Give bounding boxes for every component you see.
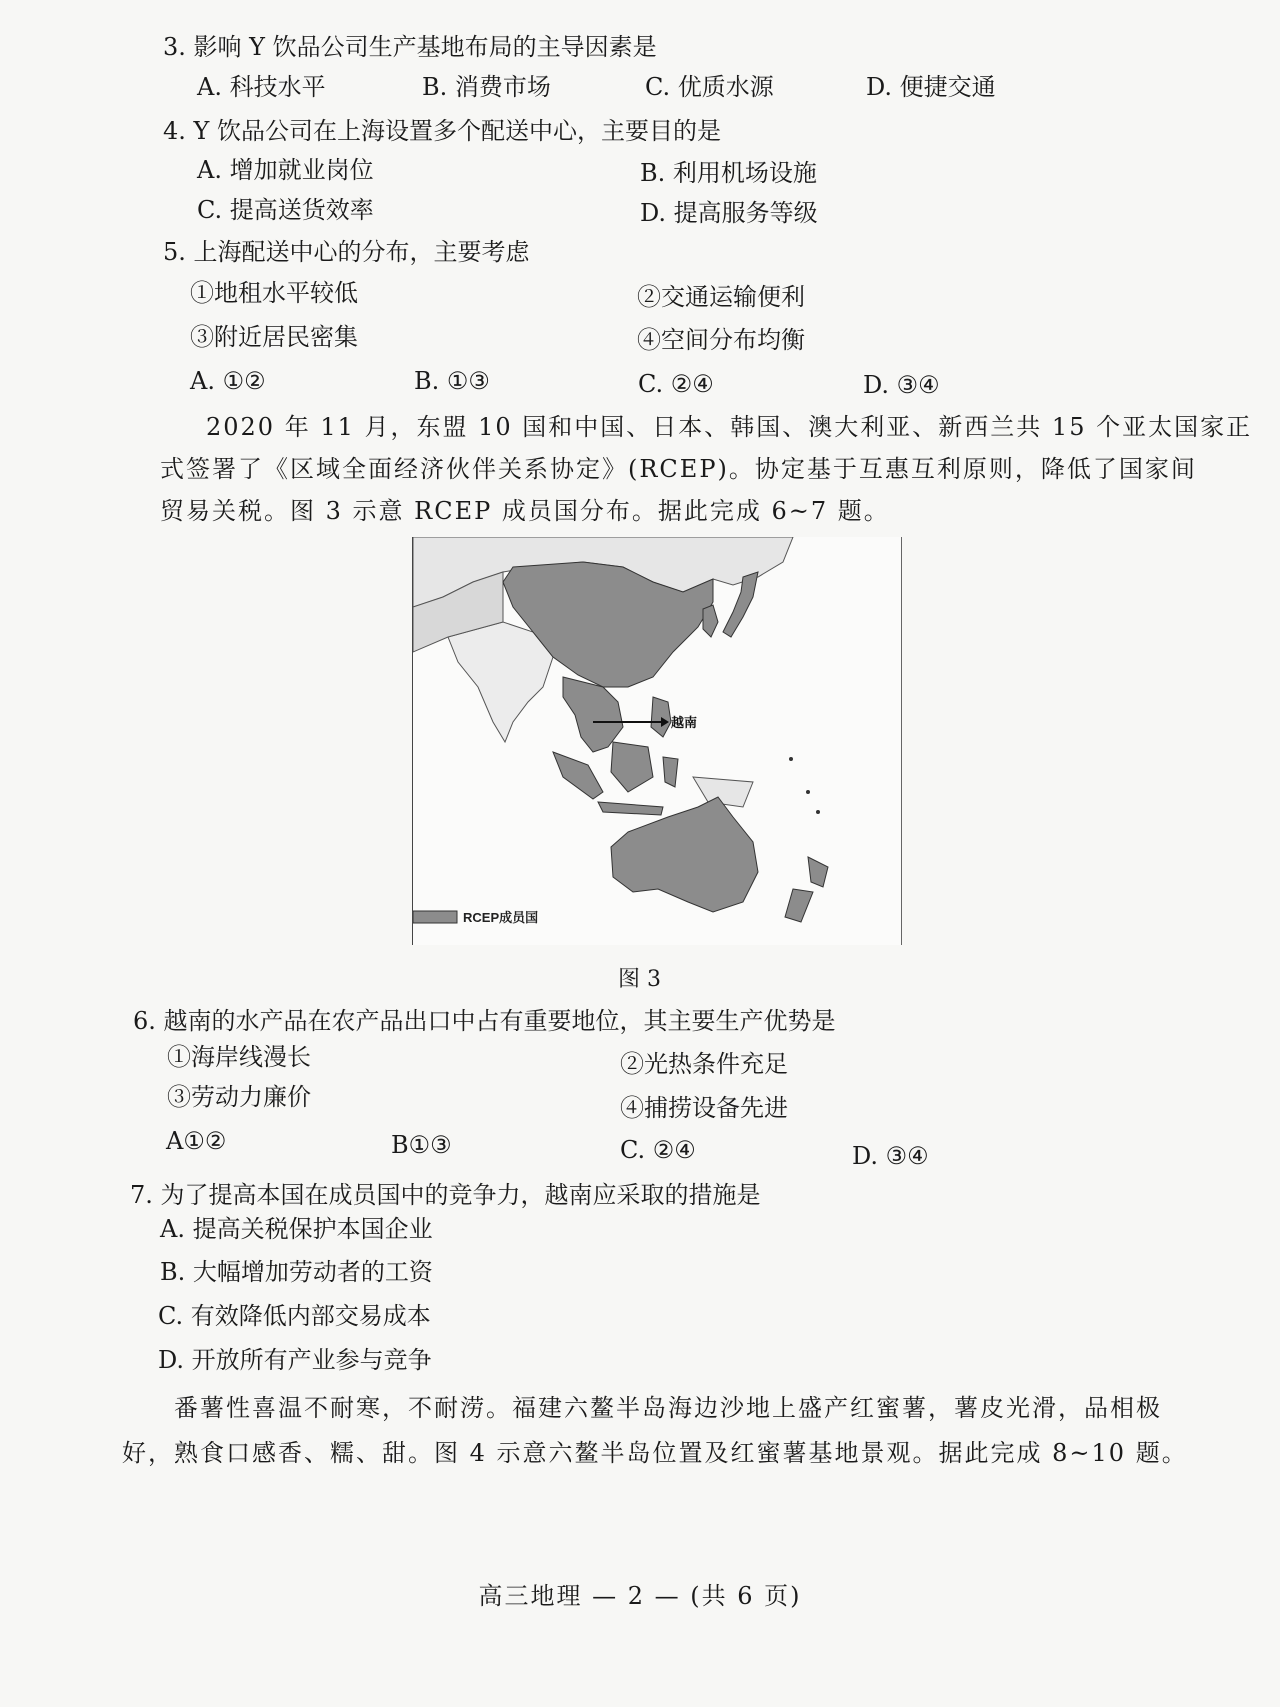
q6-option-a[interactable]: A①② [166, 1127, 227, 1155]
legend-swatch [413, 911, 457, 923]
sumatra-member [553, 752, 603, 799]
q6-option-b[interactable]: B①③ [391, 1131, 452, 1159]
new-guinea-nonmember [693, 777, 753, 807]
passage1-line2: 式签署了《区域全面经济伙伴关系协定》(RCEP)。协定基于互惠互利原则，降低了国家间 [160, 455, 1197, 483]
q5-item-3: ③附近居民密集 [190, 323, 358, 351]
australia-member [611, 797, 758, 912]
passage2-line1: 番薯性喜温不耐寒，不耐涝。福建六鳌半岛海边沙地上盛产红蜜薯，薯皮光滑，品相极 [174, 1394, 1162, 1422]
q5-option-b[interactable]: B. ①③ [414, 367, 490, 395]
q3-option-a[interactable]: A. 科技水平 [197, 73, 326, 101]
q4-option-b[interactable]: B. 利用机场设施 [640, 159, 817, 187]
legend-label: RCEP成员国 [463, 910, 539, 925]
q6-stem: 6. 越南的水产品在农产品出口中占有重要地位，其主要生产优势是 [133, 1007, 836, 1035]
q4-option-a[interactable]: A. 增加就业岗位 [197, 156, 374, 184]
borneo-member [611, 742, 653, 792]
rcep-map [412, 537, 902, 945]
q6-option-c[interactable]: C. ②④ [620, 1136, 696, 1164]
figure3-caption: 图 3 [618, 967, 661, 992]
q7-option-a[interactable]: A. 提高关税保护本国企业 [160, 1215, 433, 1243]
q5-option-a[interactable]: A. ①② [190, 367, 266, 395]
q7-option-d[interactable]: D. 开放所有产业参与竞争 [158, 1346, 432, 1374]
q3-option-d[interactable]: D. 便捷交通 [866, 73, 996, 101]
q4-option-c[interactable]: C. 提高送货效率 [197, 196, 374, 224]
q4-stem: 4. Y 饮品公司在上海设置多个配送中心，主要目的是 [163, 117, 721, 145]
q6-item-4: ④捕捞设备先进 [620, 1094, 788, 1122]
passage1-line3: 贸易关税。图 3 示意 RCEP 成员国分布。据此完成 6~7 题。 [160, 497, 890, 525]
q5-item-2: ②交通运输便利 [637, 283, 805, 311]
q3-option-b[interactable]: B. 消费市场 [422, 73, 551, 101]
q3-option-c[interactable]: C. 优质水源 [645, 73, 774, 101]
rcep-map-graphic [413, 537, 901, 945]
java-member [598, 802, 663, 815]
new-zealand-south-member [785, 889, 813, 922]
passage1-line1: 2020 年 11 月，东盟 10 国和中国、日本、韩国、澳大利亚、新西兰共 15 个亚太国家正 [206, 413, 1253, 441]
q5-item-1: ①地租水平较低 [190, 279, 358, 307]
new-zealand-member [808, 857, 828, 887]
q7-option-b[interactable]: B. 大幅增加劳动者的工资 [160, 1258, 433, 1286]
passage2-line2: 好，熟食口感香、糯、甜。图 4 示意六鳌半岛位置及红蜜薯基地景观。据此完成 8~10 题。 [122, 1439, 1188, 1467]
q5-option-d[interactable]: D. ③④ [863, 371, 940, 399]
q3-stem: 3. 影响 Y 饮品公司生产基地布局的主导因素是 [163, 33, 657, 61]
q5-item-4: ④空间分布均衡 [637, 326, 805, 354]
vietnam-label: 越南 [671, 716, 698, 731]
sulawesi-member [663, 757, 678, 787]
q5-option-c[interactable]: C. ②④ [638, 370, 714, 398]
q7-option-c[interactable]: C. 有效降低内部交易成本 [158, 1302, 431, 1330]
indochina-member [563, 677, 623, 752]
q4-option-d[interactable]: D. 提高服务等级 [640, 199, 818, 227]
q6-item-1: ①海岸线漫长 [167, 1043, 311, 1071]
q6-item-3: ③劳动力廉价 [167, 1083, 311, 1111]
q5-stem: 5. 上海配送中心的分布，主要考虑 [163, 238, 530, 266]
india-nonmember [448, 622, 553, 742]
korea-member [703, 605, 718, 637]
q6-option-d[interactable]: D. ③④ [852, 1142, 929, 1170]
q6-item-2: ②光热条件充足 [620, 1050, 788, 1078]
page-footer: 高三地理 — 2 — (共 6 页) [478, 1582, 802, 1610]
q7-stem: 7. 为了提高本国在成员国中的竞争力，越南应采取的措施是 [130, 1181, 761, 1209]
